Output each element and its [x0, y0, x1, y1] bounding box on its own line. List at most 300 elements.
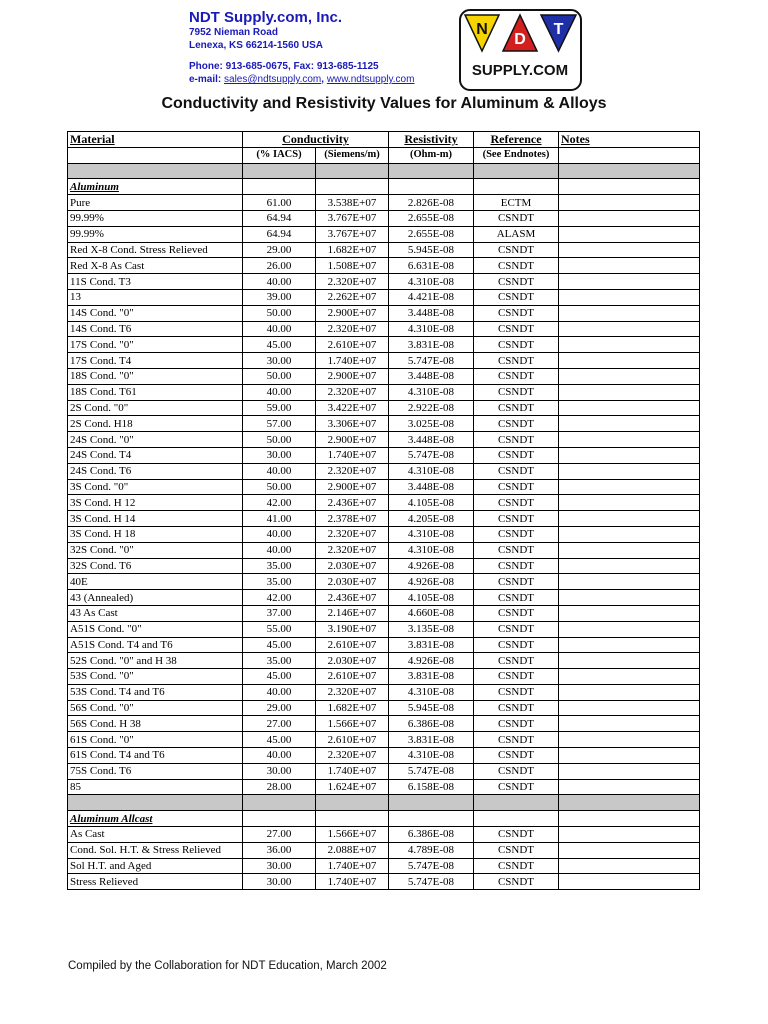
table-row: [68, 858, 700, 874]
separator-row: [68, 795, 700, 811]
material-cell: Cond. Sol. H.T. & Stress Relieved: [68, 842, 243, 858]
company-name: NDT Supply.com, Inc.: [189, 9, 343, 26]
material-cell: 61S Cond. "0": [68, 732, 243, 748]
material-cell: Pure: [68, 195, 243, 211]
iacs-cell: 50.00: [243, 368, 316, 384]
empty-cell: [68, 163, 243, 179]
phone-fax: Phone: 913-685-0675, Fax: 913-685-1125: [189, 61, 379, 72]
iacs-cell: 42.00: [243, 590, 316, 606]
notes-cell: [559, 574, 700, 590]
notes-cell: [559, 684, 700, 700]
iacs-cell: 45.00: [243, 732, 316, 748]
table-row: [68, 274, 700, 290]
notes-cell: [559, 779, 700, 795]
ohm-cell: 4.310E-08: [389, 463, 474, 479]
material-cell: 53S Cond. T4 and T6: [68, 684, 243, 700]
reference-cell: CSNDT: [474, 447, 559, 463]
reference-cell: CSNDT: [474, 305, 559, 321]
siemens-cell: 2.030E+07: [316, 574, 389, 590]
material-cell: 17S Cond. "0": [68, 337, 243, 353]
iacs-cell: 41.00: [243, 511, 316, 527]
notes-cell: [559, 653, 700, 669]
empty-cell: [474, 179, 559, 195]
ohm-cell: 4.421E-08: [389, 289, 474, 305]
notes-cell: [559, 321, 700, 337]
table-row: [68, 526, 700, 542]
notes-cell: [559, 526, 700, 542]
material-cell: 52S Cond. "0" and H 38: [68, 653, 243, 669]
notes-cell: [559, 242, 700, 258]
notes-cell: [559, 716, 700, 732]
iacs-cell: 64.94: [243, 210, 316, 226]
ohm-cell: 6.631E-08: [389, 258, 474, 274]
notes-cell: [559, 210, 700, 226]
siemens-cell: 2.320E+07: [316, 384, 389, 400]
siemens-cell: 1.566E+07: [316, 716, 389, 732]
empty-cell: [243, 811, 316, 827]
reference-cell: CSNDT: [474, 842, 559, 858]
notes-cell: [559, 400, 700, 416]
ohm-cell: 4.926E-08: [389, 558, 474, 574]
notes-cell: [559, 274, 700, 290]
table-row: [68, 242, 700, 258]
reference-cell: CSNDT: [474, 621, 559, 637]
material-cell: 3S Cond. H 14: [68, 511, 243, 527]
iacs-cell: 29.00: [243, 700, 316, 716]
table-row: [68, 590, 700, 606]
reference-cell: CSNDT: [474, 653, 559, 669]
notes-cell: [559, 748, 700, 764]
table-row: [68, 463, 700, 479]
reference-cell: CSNDT: [474, 779, 559, 795]
ohm-cell: 3.831E-08: [389, 669, 474, 685]
empty-cell: [389, 795, 474, 811]
ohm-cell: 3.135E-08: [389, 621, 474, 637]
ohm-cell: 3.831E-08: [389, 337, 474, 353]
ohm-cell: 2.655E-08: [389, 210, 474, 226]
reference-cell: CSNDT: [474, 542, 559, 558]
reference-cell: CSNDT: [474, 210, 559, 226]
reference-cell: CSNDT: [474, 384, 559, 400]
siemens-cell: 1.624E+07: [316, 779, 389, 795]
table-row: [68, 700, 700, 716]
notes-cell: [559, 337, 700, 353]
email-label: e-mail:: [189, 74, 225, 85]
empty-cell: [559, 163, 700, 179]
siemens-cell: 3.422E+07: [316, 400, 389, 416]
empty-cell: [316, 163, 389, 179]
ohm-cell: 4.310E-08: [389, 684, 474, 700]
logo-tagline: SUPPLY.COM: [471, 62, 569, 79]
reference-cell: CSNDT: [474, 258, 559, 274]
siemens-cell: 2.900E+07: [316, 479, 389, 495]
notes-cell: [559, 842, 700, 858]
ohm-cell: 6.386E-08: [389, 827, 474, 843]
reference-cell: CSNDT: [474, 274, 559, 290]
siemens-cell: 2.262E+07: [316, 289, 389, 305]
reference-cell: CSNDT: [474, 669, 559, 685]
table-row: [68, 653, 700, 669]
iacs-cell: 59.00: [243, 400, 316, 416]
table-row: [68, 321, 700, 337]
notes-cell: [559, 368, 700, 384]
table-row: [68, 669, 700, 685]
reference-cell: CSNDT: [474, 242, 559, 258]
material-cell: 13: [68, 289, 243, 305]
conductivity-table: [67, 131, 700, 890]
material-cell: 3S Cond. "0": [68, 479, 243, 495]
siemens-cell: 1.740E+07: [316, 763, 389, 779]
iacs-cell: 40.00: [243, 321, 316, 337]
ohm-cell: 2.922E-08: [389, 400, 474, 416]
siemens-cell: 2.320E+07: [316, 321, 389, 337]
ohm-cell: 3.448E-08: [389, 368, 474, 384]
siemens-cell: 2.088E+07: [316, 842, 389, 858]
ohm-cell: 5.747E-08: [389, 874, 474, 890]
table-row: [68, 716, 700, 732]
siemens-cell: 2.146E+07: [316, 605, 389, 621]
table-row: [68, 605, 700, 621]
table-row: [68, 874, 700, 890]
material-cell: A51S Cond. "0": [68, 621, 243, 637]
notes-cell: [559, 305, 700, 321]
ohm-cell: 2.655E-08: [389, 226, 474, 242]
ohm-cell: 3.448E-08: [389, 479, 474, 495]
siemens-cell: 2.900E+07: [316, 368, 389, 384]
table-row: [68, 289, 700, 305]
siemens-cell: 2.436E+07: [316, 495, 389, 511]
notes-cell: [559, 195, 700, 211]
reference-cell: CSNDT: [474, 858, 559, 874]
empty-cell: [559, 179, 700, 195]
notes-cell: [559, 384, 700, 400]
notes-cell: [559, 827, 700, 843]
material-cell: 3S Cond. H 18: [68, 526, 243, 542]
ndt-supply-logo: [459, 9, 582, 91]
iacs-cell: 40.00: [243, 274, 316, 290]
siemens-cell: 1.682E+07: [316, 242, 389, 258]
iacs-cell: 35.00: [243, 653, 316, 669]
table-row: [68, 432, 700, 448]
empty-cell: [474, 163, 559, 179]
siemens-cell: 2.320E+07: [316, 274, 389, 290]
ohm-cell: 4.310E-08: [389, 384, 474, 400]
siemens-subheader: (Siemens/m): [316, 147, 389, 163]
ohm-cell: 4.789E-08: [389, 842, 474, 858]
ohm-cell: 4.660E-08: [389, 605, 474, 621]
section-title: Aluminum: [68, 179, 243, 195]
material-cell: 32S Cond. T6: [68, 558, 243, 574]
siemens-cell: 2.320E+07: [316, 684, 389, 700]
reference-cell: CSNDT: [474, 716, 559, 732]
ohm-subheader: (Ohm-m): [389, 147, 474, 163]
notes-cell: [559, 637, 700, 653]
material-cell: 14S Cond. "0": [68, 305, 243, 321]
ohm-cell: 4.926E-08: [389, 574, 474, 590]
reference-cell: CSNDT: [474, 416, 559, 432]
notes-cell: [559, 511, 700, 527]
endnotes-subheader: (See Endnotes): [474, 147, 559, 163]
iacs-cell: 50.00: [243, 432, 316, 448]
empty-cell: [559, 795, 700, 811]
siemens-cell: 2.436E+07: [316, 590, 389, 606]
material-cell: 85: [68, 779, 243, 795]
iacs-cell: 50.00: [243, 479, 316, 495]
ohm-cell: 3.831E-08: [389, 637, 474, 653]
notes-cell: [559, 432, 700, 448]
empty-cell: [474, 795, 559, 811]
table-row: [68, 558, 700, 574]
ohm-cell: 4.310E-08: [389, 542, 474, 558]
notes-cell: [559, 463, 700, 479]
iacs-cell: 40.00: [243, 526, 316, 542]
iacs-cell: 39.00: [243, 289, 316, 305]
iacs-cell: 40.00: [243, 684, 316, 700]
table-row: [68, 684, 700, 700]
notes-cell: [559, 590, 700, 606]
iacs-cell: 37.00: [243, 605, 316, 621]
siemens-cell: 2.320E+07: [316, 463, 389, 479]
empty-cell: [474, 811, 559, 827]
iacs-cell: 61.00: [243, 195, 316, 211]
siemens-cell: 1.682E+07: [316, 700, 389, 716]
ohm-cell: 3.025E-08: [389, 416, 474, 432]
material-cell: 56S Cond. H 38: [68, 716, 243, 732]
reference-cell: CSNDT: [474, 463, 559, 479]
reference-cell: CSNDT: [474, 353, 559, 369]
iacs-cell: 30.00: [243, 353, 316, 369]
ohm-cell: 3.831E-08: [389, 732, 474, 748]
resistivity-header: Resistivity: [389, 132, 474, 148]
iacs-cell: 29.00: [243, 242, 316, 258]
table-row: [68, 621, 700, 637]
table-row: [68, 779, 700, 795]
siemens-cell: 2.610E+07: [316, 337, 389, 353]
siemens-cell: 2.030E+07: [316, 558, 389, 574]
ohm-cell: 4.310E-08: [389, 321, 474, 337]
material-cell: 18S Cond. "0": [68, 368, 243, 384]
iacs-cell: 27.00: [243, 827, 316, 843]
material-cell: 99.99%: [68, 210, 243, 226]
notes-cell: [559, 700, 700, 716]
siemens-cell: 2.320E+07: [316, 748, 389, 764]
ohm-cell: 4.310E-08: [389, 274, 474, 290]
siemens-cell: 2.320E+07: [316, 542, 389, 558]
empty-cell: [243, 163, 316, 179]
separator-row: [68, 163, 700, 179]
notes-cell: [559, 416, 700, 432]
reference-cell: CSNDT: [474, 574, 559, 590]
iacs-cell: 45.00: [243, 337, 316, 353]
siemens-cell: 3.538E+07: [316, 195, 389, 211]
iacs-cell: 45.00: [243, 669, 316, 685]
iacs-cell: 40.00: [243, 463, 316, 479]
ohm-cell: 4.926E-08: [389, 653, 474, 669]
material-cell: Red X-8 Cond. Stress Relieved: [68, 242, 243, 258]
ohm-cell: 5.747E-08: [389, 353, 474, 369]
material-cell: As Cast: [68, 827, 243, 843]
material-cell: 99.99%: [68, 226, 243, 242]
reference-cell: CSNDT: [474, 432, 559, 448]
ohm-cell: 5.945E-08: [389, 700, 474, 716]
table-row: [68, 384, 700, 400]
email-link[interactable]: sales@ndtsupply.com: [224, 74, 322, 85]
table-row: [68, 637, 700, 653]
reference-cell: CSNDT: [474, 874, 559, 890]
table-row: [68, 827, 700, 843]
section-row: [68, 179, 700, 195]
iacs-cell: 50.00: [243, 305, 316, 321]
header-row: [68, 132, 700, 148]
iacs-cell: 30.00: [243, 874, 316, 890]
table-row: [68, 763, 700, 779]
material-cell: 24S Cond. "0": [68, 432, 243, 448]
table-row: [68, 447, 700, 463]
reference-cell: ECTM: [474, 195, 559, 211]
address-line-1: 7952 Nieman Road: [189, 27, 278, 38]
iacs-cell: 26.00: [243, 258, 316, 274]
material-cell: Stress Relieved: [68, 874, 243, 890]
ohm-cell: 3.448E-08: [389, 432, 474, 448]
website-link[interactable]: www.ndtsupply.com: [326, 74, 415, 85]
empty-cell: [68, 795, 243, 811]
table-row: [68, 226, 700, 242]
notes-cell: [559, 258, 700, 274]
reference-cell: CSNDT: [474, 732, 559, 748]
table-row: [68, 353, 700, 369]
table-row: [68, 574, 700, 590]
material-cell: 43 As Cast: [68, 605, 243, 621]
ohm-cell: 4.310E-08: [389, 526, 474, 542]
iacs-cell: 35.00: [243, 574, 316, 590]
siemens-cell: 1.740E+07: [316, 874, 389, 890]
reference-cell: CSNDT: [474, 289, 559, 305]
siemens-cell: 2.610E+07: [316, 637, 389, 653]
siemens-cell: 2.900E+07: [316, 432, 389, 448]
siemens-cell: 1.740E+07: [316, 353, 389, 369]
reference-cell: CSNDT: [474, 400, 559, 416]
table-row: [68, 195, 700, 211]
iacs-subheader: (% IACS): [243, 147, 316, 163]
material-cell: 75S Cond. T6: [68, 763, 243, 779]
iacs-cell: 35.00: [243, 558, 316, 574]
iacs-cell: 40.00: [243, 542, 316, 558]
table-row: [68, 400, 700, 416]
siemens-cell: 2.610E+07: [316, 732, 389, 748]
material-cell: 3S Cond. H 12: [68, 495, 243, 511]
empty-cell: [316, 795, 389, 811]
siemens-cell: 2.900E+07: [316, 305, 389, 321]
reference-header: Reference: [474, 132, 559, 148]
table-row: [68, 258, 700, 274]
notes-header: Notes: [559, 132, 700, 148]
footer-note: Compiled by the Collaboration for NDT Education, March 2002: [68, 960, 387, 972]
iacs-cell: 40.00: [243, 384, 316, 400]
ohm-cell: 5.747E-08: [389, 858, 474, 874]
ohm-cell: 4.310E-08: [389, 748, 474, 764]
iacs-cell: 28.00: [243, 779, 316, 795]
table-row: [68, 337, 700, 353]
ohm-cell: 2.826E-08: [389, 195, 474, 211]
notes-cell: [559, 226, 700, 242]
table-row: [68, 842, 700, 858]
notes-cell: [559, 858, 700, 874]
reference-cell: CSNDT: [474, 827, 559, 843]
iacs-cell: 30.00: [243, 858, 316, 874]
reference-cell: CSNDT: [474, 590, 559, 606]
section-row: [68, 811, 700, 827]
notes-cell: [559, 558, 700, 574]
material-cell: 40E: [68, 574, 243, 590]
reference-cell: CSNDT: [474, 605, 559, 621]
siemens-cell: 1.740E+07: [316, 447, 389, 463]
reference-cell: CSNDT: [474, 337, 559, 353]
iacs-cell: 42.00: [243, 495, 316, 511]
ohm-cell: 4.105E-08: [389, 590, 474, 606]
notes-cell: [559, 763, 700, 779]
empty-cell: [559, 811, 700, 827]
table-row: [68, 416, 700, 432]
reference-cell: CSNDT: [474, 558, 559, 574]
empty-cell: [389, 179, 474, 195]
empty-cell: [389, 163, 474, 179]
reference-cell: CSNDT: [474, 511, 559, 527]
iacs-cell: 57.00: [243, 416, 316, 432]
iacs-cell: 64.94: [243, 226, 316, 242]
subheader-row: [68, 147, 700, 163]
notes-cell: [559, 542, 700, 558]
material-cell: Sol H.T. and Aged: [68, 858, 243, 874]
material-cell: 11S Cond. T3: [68, 274, 243, 290]
iacs-cell: 55.00: [243, 621, 316, 637]
logo-letter-n: N: [476, 21, 488, 38]
siemens-cell: 2.320E+07: [316, 526, 389, 542]
ohm-cell: 6.158E-08: [389, 779, 474, 795]
reference-cell: CSNDT: [474, 684, 559, 700]
material-cell: 2S Cond. "0": [68, 400, 243, 416]
siemens-cell: 1.566E+07: [316, 827, 389, 843]
siemens-cell: 1.740E+07: [316, 858, 389, 874]
material-cell: 24S Cond. T6: [68, 463, 243, 479]
notes-cell: [559, 353, 700, 369]
ohm-cell: 3.448E-08: [389, 305, 474, 321]
reference-cell: CSNDT: [474, 637, 559, 653]
material-cell: 53S Cond. "0": [68, 669, 243, 685]
reference-cell: ALASM: [474, 226, 559, 242]
empty-cell: [316, 811, 389, 827]
material-cell: 43 (Annealed): [68, 590, 243, 606]
ohm-cell: 5.747E-08: [389, 763, 474, 779]
empty-cell: [243, 795, 316, 811]
ohm-cell: 4.205E-08: [389, 511, 474, 527]
material-cell: 14S Cond. T6: [68, 321, 243, 337]
notes-cell: [559, 495, 700, 511]
ohm-cell: 4.105E-08: [389, 495, 474, 511]
siemens-cell: 2.030E+07: [316, 653, 389, 669]
table-row: [68, 495, 700, 511]
reference-cell: CSNDT: [474, 495, 559, 511]
ohm-cell: 6.386E-08: [389, 716, 474, 732]
logo-letter-d: D: [514, 31, 526, 48]
empty-cell: [389, 811, 474, 827]
table-row: [68, 305, 700, 321]
table-row: [68, 479, 700, 495]
notes-cell: [559, 289, 700, 305]
material-cell: A51S Cond. T4 and T6: [68, 637, 243, 653]
table-row: [68, 511, 700, 527]
notes-cell: [559, 605, 700, 621]
material-cell: 2S Cond. H18: [68, 416, 243, 432]
